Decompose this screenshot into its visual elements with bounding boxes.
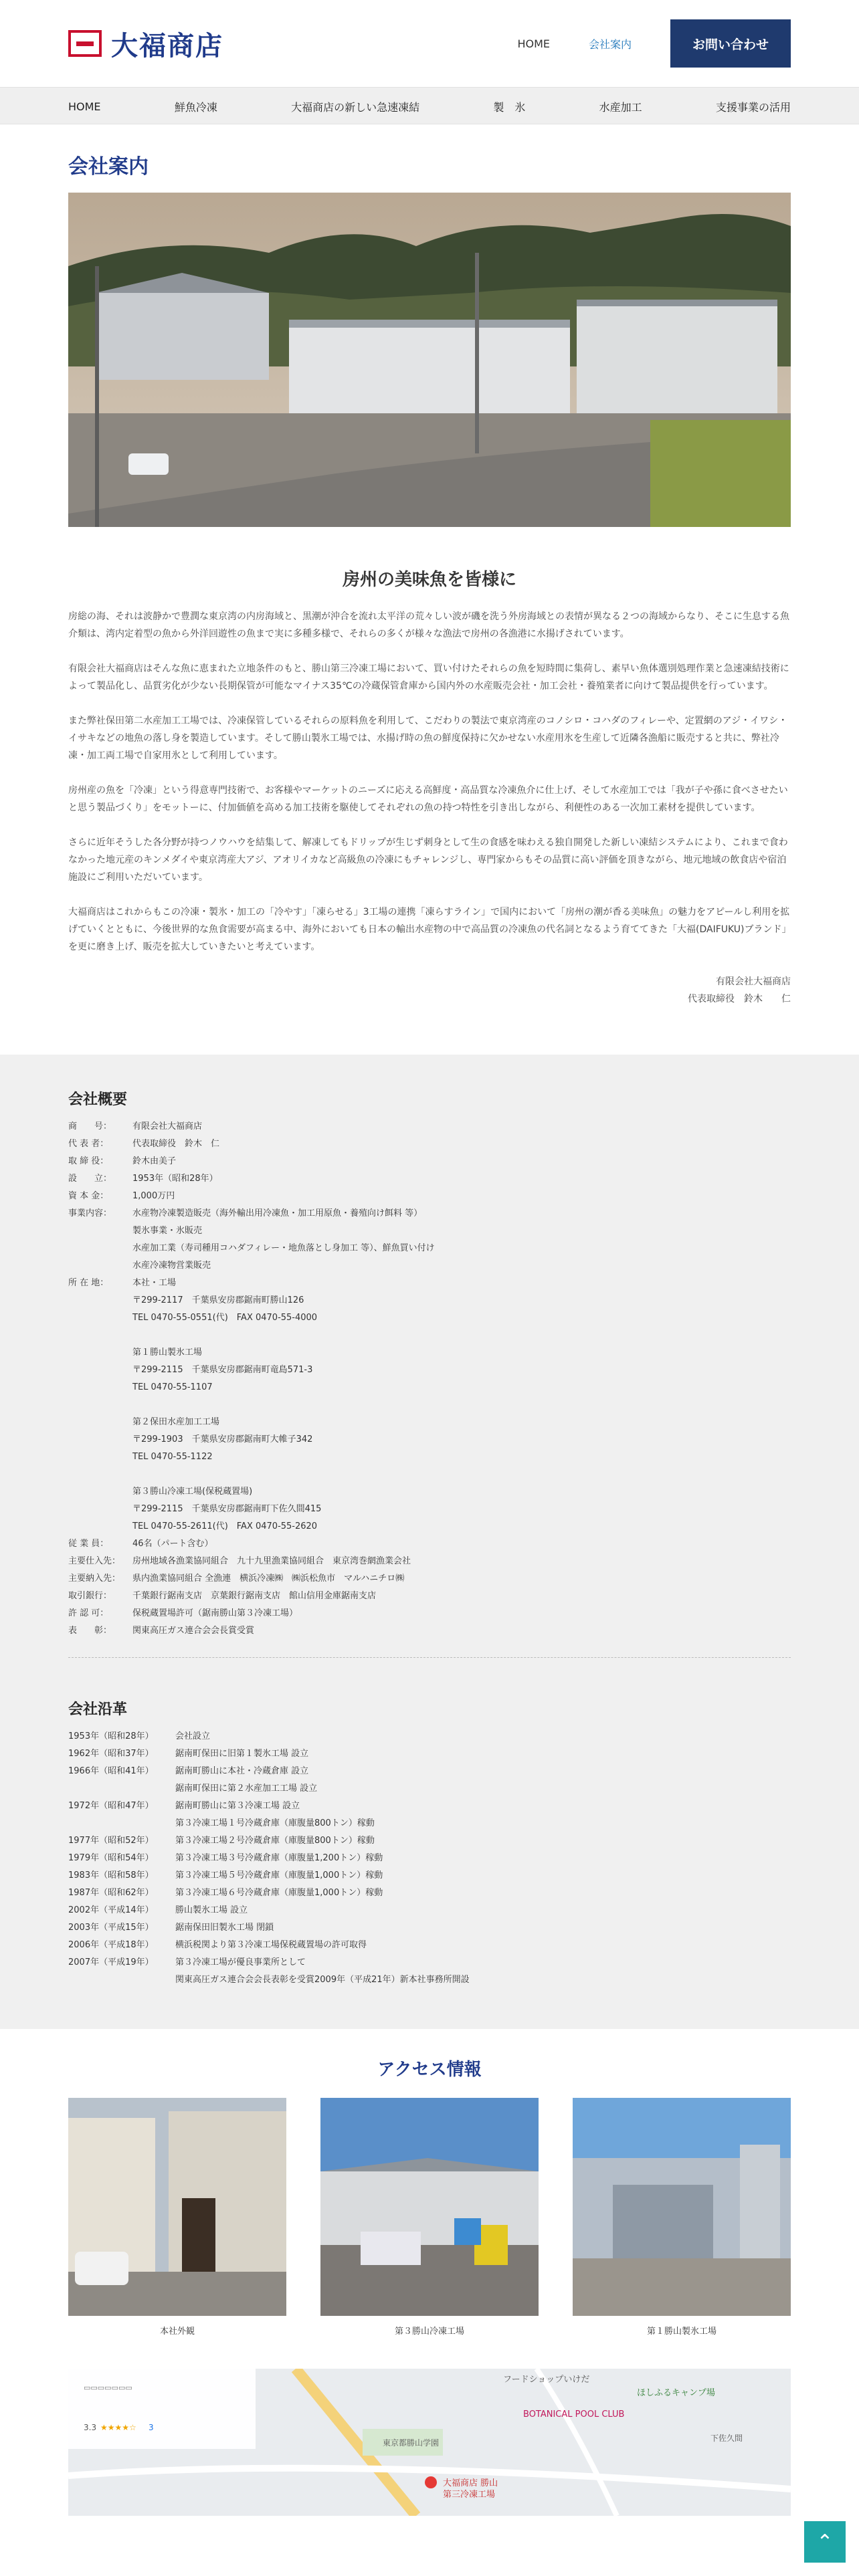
overview-value-line: TEL 0470-55-1122: [132, 1452, 213, 1462]
overview-value-line: [132, 1396, 791, 1414]
map-card-rating: 3.3: [84, 2423, 97, 2432]
page-title: 会社案内: [68, 155, 149, 179]
history-year: 1972年（昭和47年）: [68, 1801, 154, 1811]
history-event: 第３冷凍工場６号冷蔵倉庫（庫腹量1,000トン）稼動: [175, 1888, 383, 1898]
overview-value: [132, 1535, 791, 1553]
map-label: 東京都勝山学園: [383, 2438, 440, 2448]
intro-paragraph: また弊社保田第二水産加工工場では、冷凍保管しているそれらの原料魚を利用して、こだわりの製法で東京湾産のコノシロ・コハダのフィレーや、定置網のアジ・イワシ・イサキなどの地魚の落し身を製造しています。そして勝山製氷工場では、水揚げ時の魚の鮮度保持に欠かせない水産用氷を生産して近隣各漁船に販売すると共に、弊社冷凍・加工両工場で自家用氷として利用しています。: [68, 716, 788, 761]
gnav-support[interactable]: 支援事業の活用: [715, 100, 791, 114]
history-year: 1983年（昭和58年）: [68, 1870, 154, 1881]
overview-value-line: 本社・工場: [132, 1278, 177, 1288]
overview-value: [132, 1118, 791, 1136]
overview-value-line: 第２保田水産加工工場: [132, 1417, 220, 1427]
overview-value-line: 有限会社大福商店: [132, 1121, 203, 1132]
gnav-quick-freeze[interactable]: 大福商店の新しい急速凍結: [291, 100, 420, 114]
overview-key: 表 彰：: [68, 1626, 112, 1636]
overview-value-line: 県内漁業協同組合 全漁連 横浜冷凍㈱ ㈱浜松魚市 マルハニチロ㈱: [132, 1574, 405, 1584]
photo-caption: 第１勝山製氷工場: [646, 2327, 717, 2337]
overview-value-line: TEL 0470-55-2611(代) FAX 0470-55-2620: [132, 1521, 318, 1531]
history-event: 横浜税関より第３冷凍工場保税蔵置場の許可取得: [175, 1940, 367, 1950]
overview-key: 代 表 者：: [68, 1139, 109, 1149]
overview-value-line: 1953年（昭和28年）: [132, 1174, 218, 1184]
head-office-photo: [68, 2098, 286, 2316]
intro-paragraph: 大福商店はこれからもこの冷凍・製氷・加工の「冷やす」「凍らせる」3工場の連携「凍らすライン」で国内において「房州の潮が香る美味魚」の魅力をアピールし利用を拡げていくとともに、今後世界的な魚食需要が高まる中、海外においても日本の輸出水産物の中で高品質の冷凍魚の代名詞となるよう育ててきた「大福(DAIFUKU)ブランド」を更に磨き上げ、販売を拡大していきたいと考えています。: [68, 907, 790, 952]
overview-value-line: 水産冷凍物営業販売: [132, 1261, 211, 1271]
access-photos: [68, 2098, 791, 2337]
history-event: 鋸南町保田に旧第１製氷工場 設立: [175, 1749, 309, 1759]
overview-key: 所 在 地：: [68, 1278, 109, 1288]
back-to-top-icon[interactable]: ⌃: [804, 2521, 846, 2563]
overview-value-line: 房州地域各漁業協同組合 九十九里漁業協同組合 東京湾巻網漁業会社: [132, 1556, 411, 1566]
overview-list: [68, 1118, 791, 1640]
map-label: ほしふるキャンプ場: [637, 2388, 716, 2398]
overview-value: [132, 1553, 791, 1570]
overview-value-line: 保税蔵置場許可（鋸南勝山第３冷凍工場）: [132, 1608, 298, 1618]
overview-value: [132, 1605, 791, 1622]
photo-card: [320, 2098, 539, 2337]
intro-paragraph: 房州産の魚を「冷凍」という得意専門技術で、お客様やマーケットのニーズに応える高鮮度・高品質な冷凍魚介に仕上げ、そして水産加工では「我が子や孫に食べさせたいと思う製品づくり」をモットーに、付加価値を高める加工技術を駆使してそれぞれの魚の持つ特性を引き出しながら、利便性のある一次加工素材を提供しています。: [68, 785, 788, 813]
history-year: 1966年（昭和41年）: [68, 1766, 154, 1776]
history-event: 第３冷凍工場３号冷蔵倉庫（庫腹量1,200トン）稼動: [175, 1853, 383, 1863]
overview-key: 主要仕入先：: [68, 1556, 121, 1566]
global-nav: [0, 87, 859, 124]
history-event: 第３冷凍工場５号冷蔵倉庫（庫腹量1,000トン）稼動: [175, 1870, 383, 1881]
hero-factory-photo: [68, 193, 791, 527]
history-year: 2007年（平成19年）: [68, 1957, 154, 1967]
photo-card: [68, 2098, 286, 2337]
history-event: 鋸南町勝山に本社・冷蔵倉庫 設立: [175, 1766, 309, 1776]
map-card-reviews[interactable]: 3: [149, 2423, 154, 2432]
overview-value-line: TEL 0470-55-0551(代) FAX 0470-55-4000: [132, 1313, 318, 1323]
history-year: [68, 1971, 175, 1989]
history-event: 勝山製氷工場 設立: [175, 1905, 248, 1915]
overview-key: 許 認 可：: [68, 1608, 109, 1618]
logo-text: 大福商店: [111, 29, 223, 62]
overview-value-line: [132, 1466, 791, 1483]
history-event: 会社設立: [175, 1731, 211, 1741]
overview-value: [132, 1188, 791, 1205]
history-year: 1979年（昭和54年）: [68, 1853, 154, 1863]
history-year: 1962年（昭和37年）: [68, 1749, 154, 1759]
divider: [68, 1657, 791, 1658]
photo-caption: 第３勝山冷凍工場: [394, 2327, 464, 2337]
ice-plant-photo: [573, 2098, 791, 2316]
overview-key: 取 締 役：: [68, 1156, 109, 1166]
overview-key: 事業内容：: [68, 1208, 112, 1218]
map-label: BOTANICAL POOL CLUB: [523, 2409, 625, 2420]
overview-value-line: 〒299-2115 千葉県安房郡鋸南町下佐久間415: [132, 1504, 322, 1514]
map-card-placeholder: ▭▭▭▭▭▭▭: [84, 2383, 132, 2392]
top-link-company[interactable]: 会社案内: [588, 37, 632, 51]
history-year: 1953年（昭和28年）: [68, 1731, 154, 1741]
history-event: 鋸南町勝山に第３冷凍工場 設立: [175, 1801, 300, 1811]
gnav-processing[interactable]: 水産加工: [599, 100, 642, 114]
overview-value-line: 第３勝山冷凍工場(保税蔵置場): [132, 1487, 253, 1497]
company-intro: [68, 150, 791, 1008]
overview-value: [132, 1588, 791, 1605]
access-map[interactable]: [68, 2369, 791, 2516]
gnav-fresh-frozen[interactable]: 鮮魚冷凍: [174, 100, 217, 114]
overview-value: [132, 1275, 791, 1535]
site-logo[interactable]: [68, 25, 223, 63]
history-year: [68, 1780, 175, 1798]
intro-paragraph: 有限会社大福商店はそんな魚に恵まれた立地条件のもと、勝山第三冷凍工場において、買い付けたそれらの魚を短時間に集荷し、素早い魚体選別処理作業と急速凍結技術によって製品化し、品質劣化が少ない長期保管が可能なマイナス35℃の冷蔵保管倉庫から国内外の水産販売会社・加工会社・養殖業者に向けて製品提供を行っています。: [68, 663, 789, 691]
overview-value-line: 関東高圧ガス連合会会長賞受賞: [132, 1626, 255, 1636]
history-title: 会社沿革: [68, 1701, 128, 1718]
overview-value-line: 代表取締役 鈴木 仁: [132, 1139, 220, 1149]
access-section: [68, 2029, 791, 2516]
map-label: 下佐久間: [710, 2434, 743, 2443]
history-year: 2006年（平成18年）: [68, 1940, 154, 1950]
freezing-plant-photo: [320, 2098, 539, 2316]
overview-key: 資 本 金：: [68, 1191, 109, 1201]
gnav-ice[interactable]: 製 氷: [493, 100, 526, 114]
overview-value-line: 〒299-2115 千葉県安房郡鋸南町竜島571-3: [132, 1365, 313, 1375]
overview-key: 商 号：: [68, 1121, 112, 1132]
access-title: アクセス情報: [377, 2060, 482, 2080]
map-label: 大福商店 勝山: [443, 2478, 498, 2488]
history-year: 2002年（平成14年）: [68, 1905, 154, 1915]
map-pin-icon[interactable]: [425, 2476, 437, 2488]
overview-value: [132, 1570, 791, 1588]
history-year: [68, 1815, 175, 1832]
overview-value: [132, 1153, 791, 1170]
overview-value: [132, 1170, 791, 1188]
history-list: [68, 1728, 791, 1989]
company-details: [0, 1055, 859, 2029]
logo-mark-icon: [68, 30, 102, 57]
history-year: 2003年（平成15年）: [68, 1923, 154, 1933]
overview-value-line: TEL 0470-55-1107: [132, 1382, 213, 1392]
history-event: 第３冷凍工場が優良事業所として: [175, 1957, 306, 1967]
history-year: 1987年（昭和62年）: [68, 1888, 154, 1898]
site-header: [0, 0, 859, 87]
history-event: 第３冷凍工場２号冷蔵倉庫（庫腹量800トン）稼動: [175, 1836, 375, 1846]
overview-value: [132, 1136, 791, 1153]
photo-caption: 本社外観: [159, 2327, 195, 2337]
overview-key: 主要納入先：: [68, 1574, 121, 1584]
overview-value: [132, 1622, 791, 1640]
history-event: 鋸南町保田に第２水産加工工場 設立: [175, 1784, 318, 1794]
map-label: 第三冷凍工場: [443, 2490, 496, 2500]
overview-value-line: 水産物冷凍製造販売（海外輸出用冷凍魚・加工用原魚・養殖向け餌料 等）: [132, 1208, 423, 1218]
overview-value-line: 46名（パート含む）: [132, 1539, 213, 1549]
lead-heading: 房州の美味魚を皆様に: [342, 570, 516, 590]
signature: [68, 973, 791, 1008]
history-event: 鋸南保田旧製氷工場 閉鎖: [175, 1923, 274, 1933]
map-label: フードショップいけだ: [503, 2375, 590, 2385]
photo-card: [573, 2098, 791, 2337]
contact-button[interactable]: お問い合わせ: [670, 19, 791, 68]
overview-value-line: 製氷事業・氷販売: [132, 1226, 203, 1236]
overview-value-line: 〒299-2117 千葉県安房郡鋸南町勝山126: [132, 1295, 304, 1305]
intro-paragraph: 房総の海、それは波静かで豊潤な東京湾の内房海域と、黒潮が沖合を流れ太平洋の荒々しい波が磯を洗う外房海域との表情が異なる２つの海域からなり、そこに生息する魚介類は、湾内定着型の魚から外洋回遊性の魚まで実に多種多様で、それらの多くが様々な漁法で房州の各漁港に水揚げされています。: [68, 611, 789, 639]
top-link-home[interactable]: HOME: [517, 37, 550, 50]
overview-title: 会社概要: [68, 1091, 128, 1108]
overview-value-line: 水産加工業（寿司種用コハダフィレー・地魚落とし身加工 等）、鮮魚買い付け: [132, 1243, 435, 1253]
overview-value-line: 鈴木由美子: [132, 1156, 177, 1166]
star-rating-icon: ★★★★☆: [100, 2423, 136, 2432]
overview-value-line: 千葉銀行鋸南支店 京葉銀行鋸南支店 館山信用金庫鋸南支店: [132, 1591, 377, 1601]
history-event: 関東高圧ガス連合会会長表彰を受賞2009年（平成21年）新本社事務所開設: [175, 1975, 470, 1985]
overview-value-line: 第１勝山製氷工場: [132, 1348, 203, 1358]
overview-value-line: 1,000万円: [132, 1191, 175, 1201]
gnav-home[interactable]: HOME: [68, 100, 101, 113]
overview-value: [132, 1205, 791, 1275]
top-links: [517, 19, 791, 68]
overview-key: 従 業 員：: [68, 1539, 109, 1549]
overview-value-line: 〒299-1903 千葉県安房郡鋸南町大帷子342: [132, 1434, 313, 1444]
signature-person: 代表取締役 鈴木 仁: [688, 994, 791, 1004]
overview-value-line: [132, 1327, 791, 1344]
overview-key: 設 立：: [68, 1174, 112, 1184]
history-event: 第３冷凍工場１号冷蔵倉庫（庫腹量800トン）稼動: [175, 1818, 375, 1828]
signature-company: 有限会社大福商店: [716, 976, 791, 987]
overview-key: 取引銀行：: [68, 1591, 112, 1601]
history-year: 1977年（昭和52年）: [68, 1836, 154, 1846]
intro-paragraph: さらに近年そうした各分野が持つノウハウを結集して、解凍してもドリップが生じず刺身として生の食感を味わえる独自開発した新しい凍結システムにより、これまで食わなかった地元産のキンメダイや東京湾産大アジ、アオリイカなど高級魚の冷凍にもチャレンジし、専門家からもその品質に高い評価を頂きながら、地元地域の飲食店や宿泊施設にご利用いただいています。: [68, 837, 788, 883]
